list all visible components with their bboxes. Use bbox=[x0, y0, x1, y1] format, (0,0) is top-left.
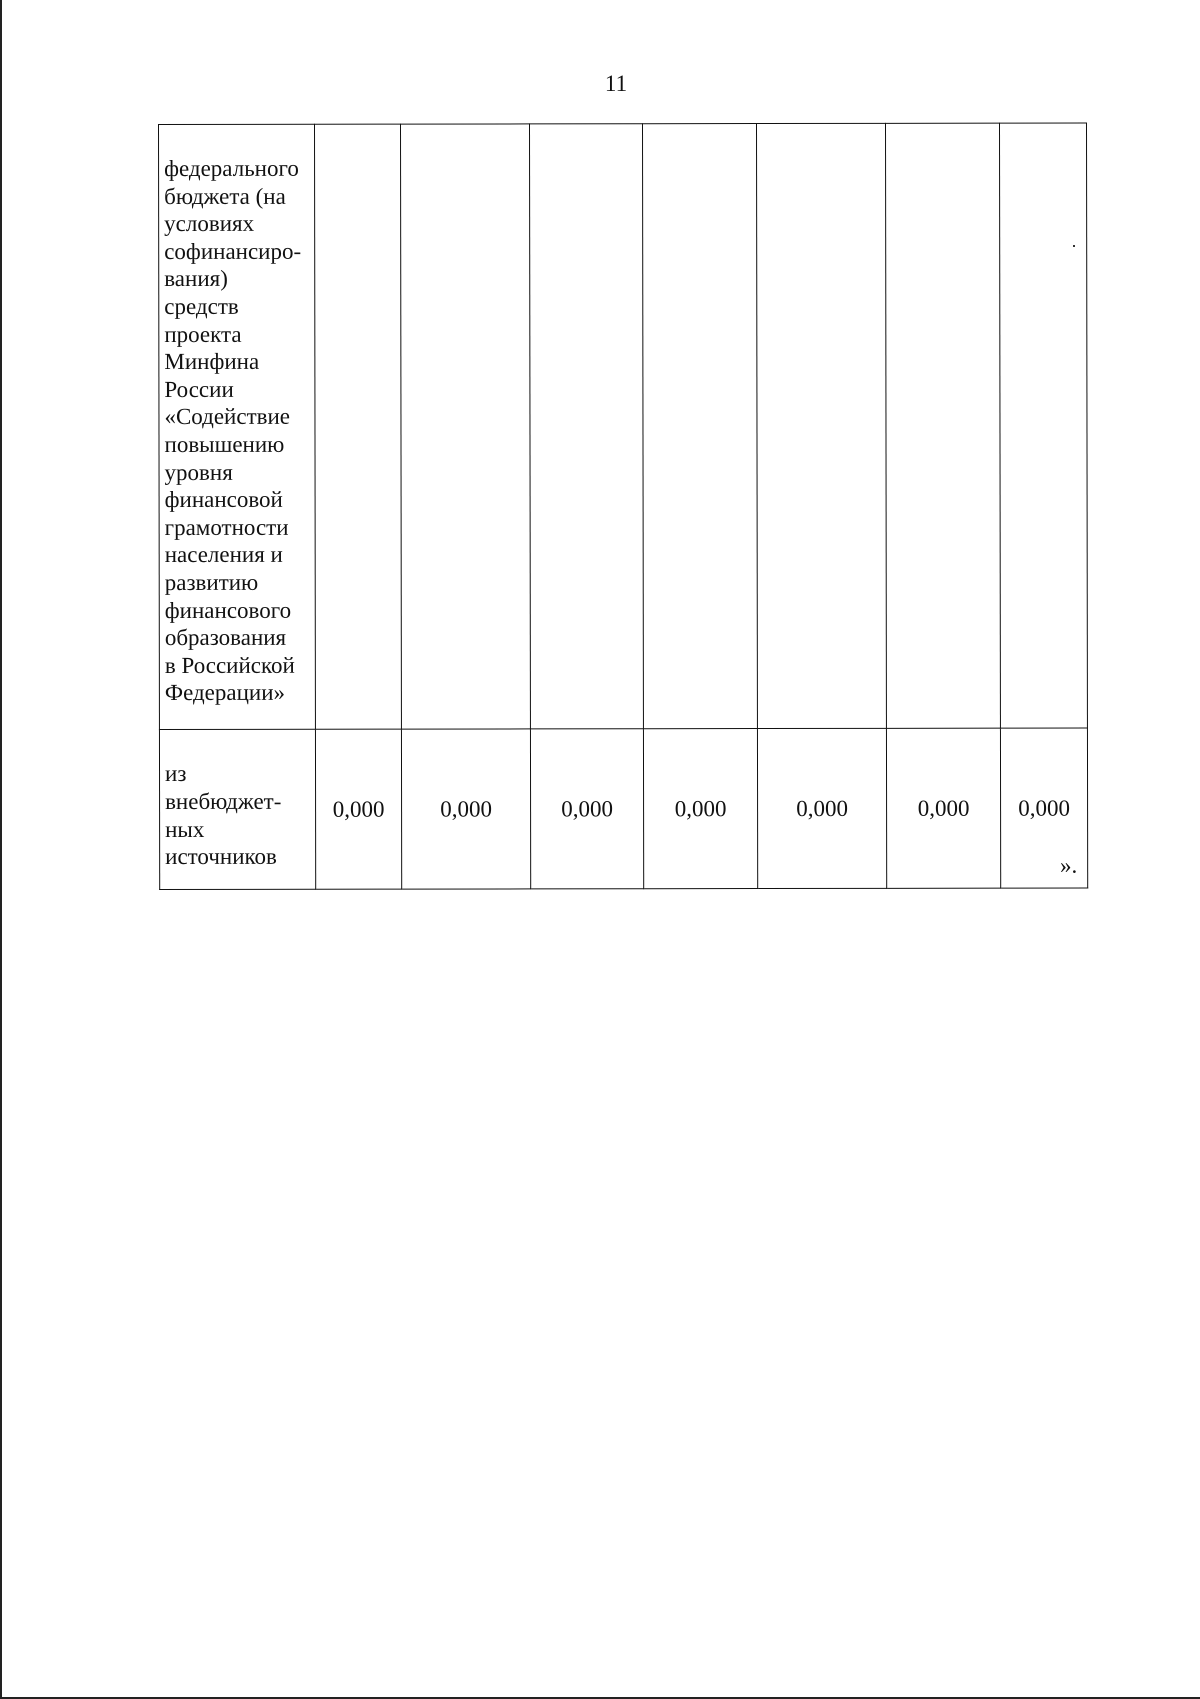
label-line: развитию bbox=[164, 569, 259, 595]
table-cell-value: 0,000 bbox=[530, 729, 643, 889]
label-line: повышению bbox=[164, 431, 285, 457]
label-line: внебюджет- bbox=[165, 788, 282, 814]
label-line: образования bbox=[164, 624, 287, 651]
table-cell bbox=[643, 124, 758, 729]
label-line: источников bbox=[165, 843, 277, 870]
table-cell bbox=[757, 123, 887, 728]
label-line: из bbox=[165, 761, 187, 787]
table-cell bbox=[530, 124, 644, 729]
label-line: условиях bbox=[164, 211, 255, 237]
row-label-extrabudgetary bbox=[159, 729, 315, 889]
label-line: проекта bbox=[164, 321, 242, 347]
label-line: в Российской bbox=[164, 652, 295, 678]
label-line: финансового bbox=[164, 597, 292, 623]
table-cell bbox=[999, 123, 1087, 728]
table-cell-value: 0,000 bbox=[401, 729, 530, 889]
label-line: федерального bbox=[164, 155, 299, 182]
table-row-extrabudgetary bbox=[159, 728, 1087, 889]
table-cell-value: 0,000 bbox=[886, 728, 1000, 888]
label-line: финансовой bbox=[164, 486, 283, 513]
label-line: Федерации» bbox=[164, 680, 286, 706]
label-line: грамотности bbox=[164, 514, 289, 540]
table-row-federal-budget bbox=[159, 123, 1088, 729]
label-line: России bbox=[164, 376, 234, 402]
closing-quote: ». bbox=[1060, 853, 1078, 878]
table-cell bbox=[401, 124, 531, 729]
label-line: уровня bbox=[164, 459, 233, 485]
row-label-federal-budget bbox=[159, 124, 316, 729]
label-line: бюджета (на bbox=[164, 183, 286, 209]
label-line: софинансиро- bbox=[164, 238, 302, 264]
label-line: вания) bbox=[164, 266, 228, 292]
label-line: населения и bbox=[164, 542, 283, 568]
table-cell-value: 0,000 bbox=[643, 729, 757, 889]
table-cell-value: 0,000 bbox=[315, 729, 401, 889]
table-cell-value: 0,000 bbox=[1000, 728, 1087, 888]
scan-edge-left bbox=[0, 0, 2, 1699]
table-cell-value: 0,000 bbox=[757, 728, 886, 888]
table-cell bbox=[885, 123, 1000, 728]
page-number: 11 bbox=[604, 71, 628, 96]
label-line: «Содействие bbox=[164, 404, 291, 430]
financing-table bbox=[158, 123, 1088, 890]
table-cell bbox=[315, 124, 402, 729]
label-line: средств bbox=[164, 293, 239, 320]
label-line: ных bbox=[165, 816, 205, 842]
label-line: Минфина bbox=[164, 349, 260, 375]
